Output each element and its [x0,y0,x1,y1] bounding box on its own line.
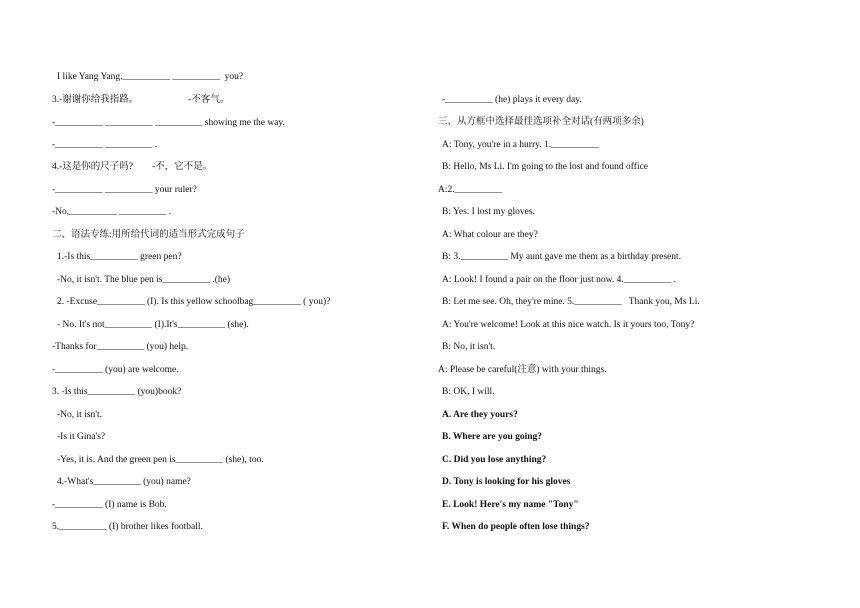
dialogue-line: B: OK, I will. [442,387,495,397]
section-2-heading: 二、语法专练:用所给代词的适当形式完成句子 [52,230,245,240]
text-line: -__________ (you) are welcome. [52,365,179,375]
text-line: I like Yang Yang.__________ __________ you? [57,72,244,82]
text-line: -__________ __________ . [52,140,158,150]
text-line: -No, it isn't. [57,410,102,420]
dialogue-line: A: Please be careful(注意) with your things. [438,365,607,375]
text-line: 5.__________ (I) brother likes football. [52,522,203,532]
text-line: -Thanks for__________ (you) help. [52,342,189,352]
option-e: E. Look! Here's my name "Tony" [442,500,579,510]
text-line: -Yes, it is. And the green pen is__________ (she), too. [57,455,264,465]
text-line: 4.-What's__________ (you) name? [57,477,191,487]
question-4-prompt: 4.-这是你的尺子吗? -不，它不是。 [52,162,213,172]
text-line: - No. It's not__________ (I).It's__________ (she). [57,320,249,330]
dialogue-line: A:2.__________ [438,185,503,195]
option-f: F. When do people often lose things? [442,522,590,532]
text-line: 3. -Is this__________ (you)book? [52,387,182,397]
dialogue-line: A: What colour are they? [442,230,538,240]
question-3-prompt: 3.-谢谢你给我指路。 -不客气。 [52,95,230,105]
dialogue-line: A: You're welcome! Look at this nice watch. Is it yours too, Tony? [442,320,695,330]
dialogue-line: B: 3.__________ My aunt gave me them as a birthday present. [442,252,682,262]
text-line: 1.-Is this__________ green pen? [57,252,182,262]
section-3-heading: 三、从方框中选择最佳选项补全对话(有两项多余) [438,117,644,127]
dialogue-line: B: Yes. I lost my gloves. [442,207,535,217]
text-line: -__________ __________ your ruler? [52,185,197,195]
text-line: 2. -Excuse__________ (I). Is this yellow schoolbag__________ ( you)? [57,297,331,307]
option-b: B. Where are you going? [442,432,543,442]
text-line: -__________ (I) name is Bob. [52,500,167,510]
text-line: -No,__________ __________ . [52,207,172,217]
dialogue-line: B: No, it isn't. [442,342,496,352]
text-line: -__________ __________ __________ showing me the way. [52,118,285,128]
dialogue-line: A: Tony, you're in a hurry. 1.__________ [442,140,599,150]
text-line: -Is it Gina's? [57,432,106,442]
option-a: A. Are they yours? [442,410,518,420]
option-c: C. Did you lose anything? [442,455,547,465]
dialogue-line: B: Let me see. Oh, they're mine. 5.__________ Thank you, Ms Li. [442,297,700,307]
option-d: D. Tony is looking for his gloves [442,477,571,487]
dialogue-line: B: Hello, Ms Li. I'm going to the lost and found office [442,162,649,172]
text-line: -No, it isn't. The blue pen is__________ .(he) [57,275,231,285]
text-line: -__________ (he) plays it every day. [442,95,582,105]
dialogue-line: A: Look! I found a pair on the floor just now. 4.__________ . [442,275,676,285]
